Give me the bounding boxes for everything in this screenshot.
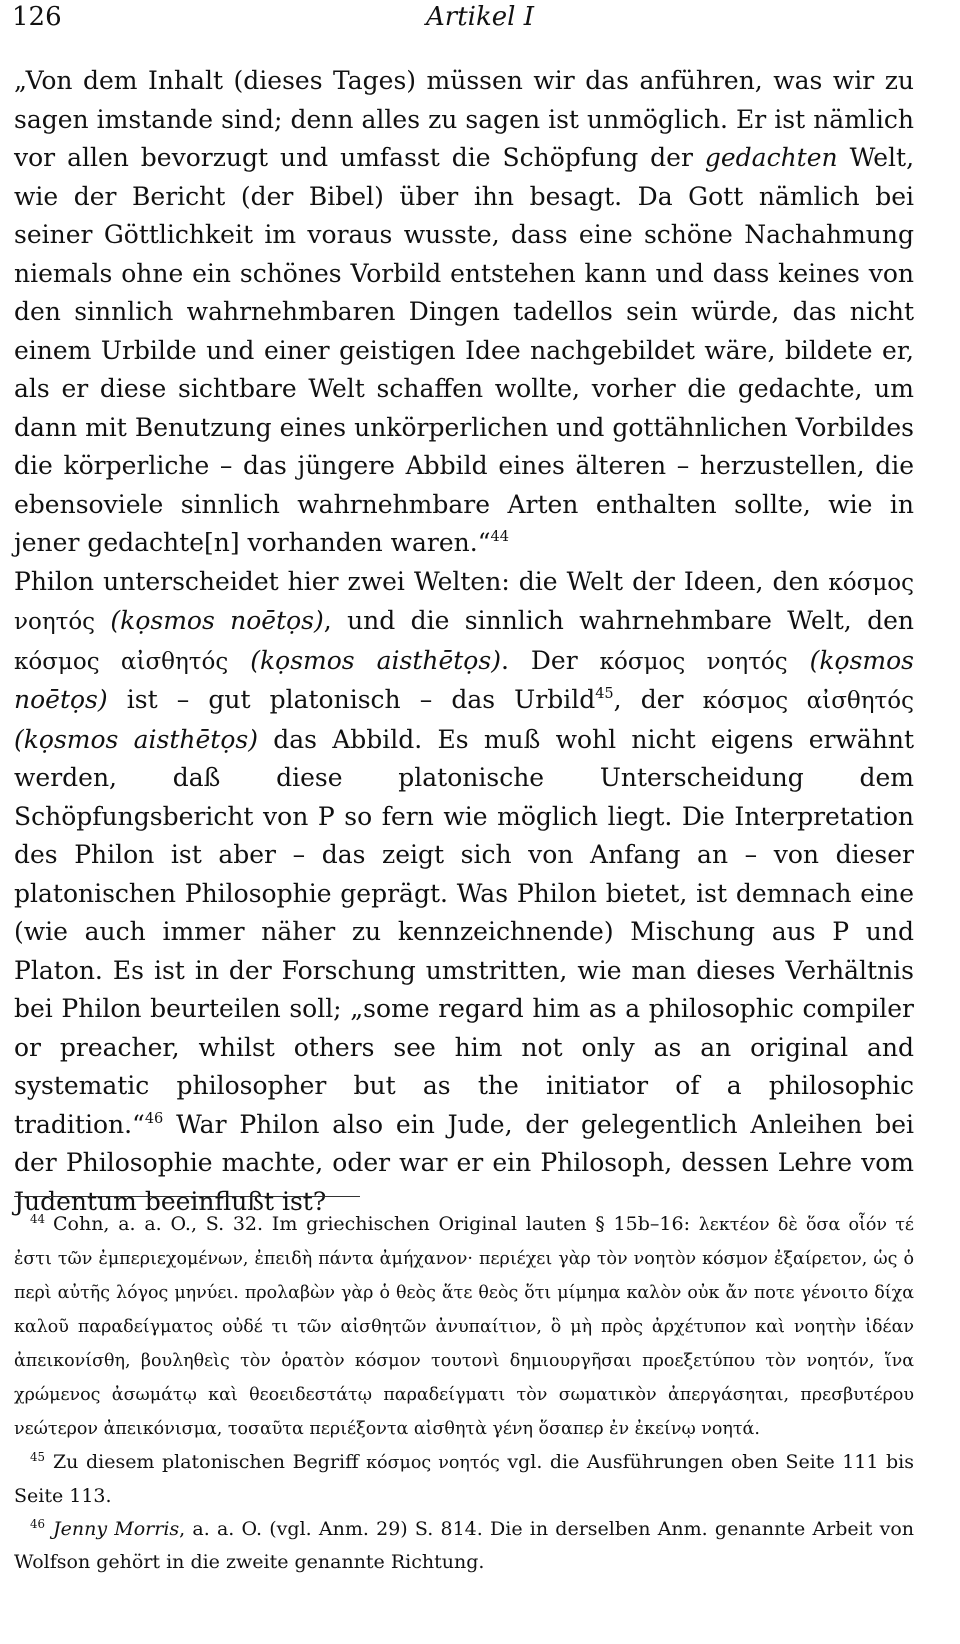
footnote-text: vgl. die Ausführungen oben Seite 111 bis Seite 113. xyxy=(14,1451,915,1507)
running-head: Artikel I xyxy=(426,2,534,32)
text-segment: ist – gut platonisch – das Urbild xyxy=(126,685,596,714)
text-segment: das Abbild. Es muß wohl nicht eigens erwähnt werden, daß diese platonische Unterscheidung dem Schöpfungsbericht von P so fern wie möglich liegt. Die Interpretation des Philon ist aber – das zeigt sich von Anfang an – von dieser platonischen Philosophie geprägt. Was Philon bietet, ist demnach eine (wie auch immer näher zu kennzeichnende) Mischung aus P und Platon. Es ist in der Forschung umstritten, wie man dieses Verhältnis bei Philon beurteilen soll; „some regard him as a philosophic compiler or preacher, whilst others see him not only as an original and systematic philosopher but as the initiator of a philosophic tradition.“ xyxy=(14,724,914,1139)
footnote-number: 45 xyxy=(30,1449,45,1464)
footnote-number: 46 xyxy=(30,1516,45,1531)
text-segment: . Der xyxy=(500,645,578,675)
footnote-author: Jenny Morris xyxy=(52,1518,180,1540)
footnote-46 xyxy=(14,1513,914,1579)
text-segment: , und die sinnlich wahrnehmbare Welt, den xyxy=(323,606,914,635)
footnote-text: Cohn, a. a. O., S. 32. Im griechischen Original lauten § 15b–16: xyxy=(52,1213,690,1235)
transliteration: (kọsmos aisthētọs) xyxy=(250,645,501,675)
footnote-45 xyxy=(14,1446,914,1513)
footnotes xyxy=(14,1208,914,1579)
footnote-ref-44[interactable]: 44 xyxy=(490,528,509,545)
quote-text-rest: Welt, wie der Bericht (der Bibel) über ihn besagt. Da Gott nämlich bei seiner Göttlichkeit im voraus wusste, dass eine schöne Nachahmung niemals ohne ein schönes Vorbild entstehen kann und dass keines von den sinnlich wahrnehmbaren Dingen tadellos sein würde, das nicht einem Urbilde und einer geistigen Idee nachgebildet wäre, bildete er, als er diese sichtbare Welt schaffen wollte, vorher die gedachte, um dann mit Benutzung eines unkörperlichen und gottähnlichen Vorbildes die körperliche – das jüngere Abbild eines älteren – herzustellen, die ebensoviele sinnlich wahrnehmbare Arten enthalten sollte, wie in jener gedachte[n] vorhanden waren.“ xyxy=(14,143,915,557)
quote-text: „Von dem Inhalt (dieses Tages) müssen wir das anführen, was wir zu sagen imstande sind; denn alles zu sagen ist unmöglich. Er ist nämlich vor allen bevorzugt und umfasst die Schöpfung der xyxy=(14,66,914,172)
footnote-ref-45[interactable]: 45 xyxy=(595,685,614,702)
footnote-text: Zu diesem platonischen Begriff xyxy=(52,1451,359,1473)
text-segment: , der xyxy=(613,685,684,714)
paragraph-philon xyxy=(14,563,914,1222)
paragraph-quote xyxy=(14,62,914,563)
footnote-text: , a. a. O. (vgl. Anm. 29) S. 814. Die in derselben Anm. genannte Arbeit von Wolfson gehört in die zweite genannte Richtung. xyxy=(14,1518,914,1573)
transliteration: (kọsmos aisthētọs) xyxy=(14,724,258,754)
main-text xyxy=(14,62,914,1221)
footnote-divider xyxy=(14,1196,360,1197)
footnote-44 xyxy=(14,1208,914,1446)
page-number: 126 xyxy=(12,2,62,32)
transliteration: (kọsmos noētọs) xyxy=(110,606,324,635)
quote-emphasis: gedachten xyxy=(704,143,838,172)
greek-term: κόσμος αἰσθητός xyxy=(14,648,229,675)
greek-term: κόσμος νοητός xyxy=(14,569,914,635)
greek-term: κόσμος νοητός xyxy=(599,648,788,675)
greek-quotation: λεκτέον δὲ ὅσα οἷόν τέ ἐστι τῶν ἐμπεριεχομένων, ἐπειδὴ πάντα ἀμήχανον· περιέχει γὰρ τὸν νοητὸν κόσμον ἐξαίρετον, ὡς ὁ περὶ αὐτῆς λόγος μηνύει. προλαβὼν γὰρ ὁ θεὸς ἅτε θεὸς ὅτι μίμημα καλὸν οὐκ ἄν ποτε γένοιτο δίχα καλοῦ παραδείγματος οὐδέ τι τῶν αἰσθητῶν ἀνυπαίτιον, ὃ μὴ πρὸς ἀρχέτυπον καὶ νοητὴν ἰδέαν ἀπεικονίσθη, βουληθεὶς τὸν ὁρατὸν κόσμον τουτονὶ δημιουργῆσαι προεξετύπου τὸν νοητόν, ἵνα χρώμενος ἀσωμάτῳ καὶ θεοειδεστάτῳ παραδείγματι τὸν σωματικὸν ἀπεργάσηται, πρεσβυτέρου νεώτερον ἀπεικόνισμα, τοσαῦτα περιέξοντα αἰσθητὰ γένη ὅσαπερ ἐν ἐκείνῳ νοητά. xyxy=(14,1215,914,1439)
footnote-ref-46[interactable]: 46 xyxy=(144,1110,164,1127)
greek-term: κόσμος αἰσθητός xyxy=(702,688,914,714)
transliteration: (kọsmos noētọs) xyxy=(14,645,915,714)
footnote-number: 44 xyxy=(30,1211,45,1226)
greek-term: κόσμος νοητός xyxy=(366,1453,500,1473)
text-segment: Philon unterscheidet hier zwei Welten: die Welt der Ideen, den xyxy=(14,566,820,596)
text-segment: War Philon also ein Jude, der gelegentlich Anleihen bei der Philosophie machte, oder war er ein Philosoph, dessen Lehre vom Judentum beeinflußt ist? xyxy=(14,1109,915,1216)
